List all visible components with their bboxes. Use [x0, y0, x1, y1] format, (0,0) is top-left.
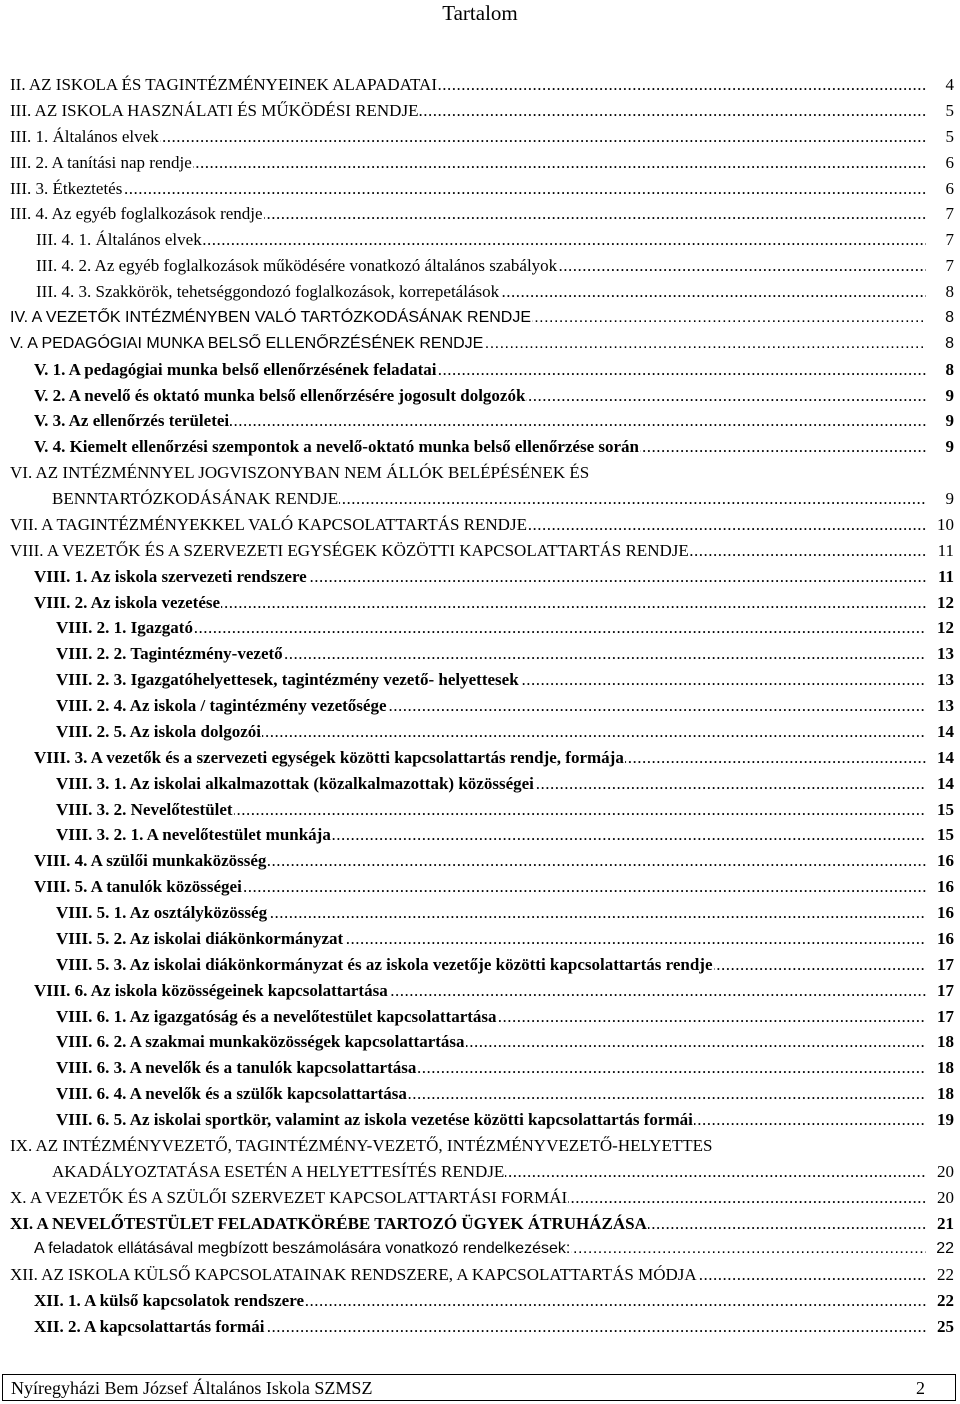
toc-entry-title: VIII. 6. 2. A szakmai munkaközösségek kapcsolattartása	[56, 1029, 466, 1055]
toc-entry[interactable]	[0, 797, 960, 823]
toc-entry-title: VIII. 2. 3. Igazgatóhelyettesek, tagintézmény vezető- helyettesek	[56, 667, 520, 693]
toc-entry[interactable]	[0, 590, 960, 616]
toc-entry-page: 7	[926, 253, 954, 279]
toc-entry-page: 10	[926, 512, 954, 538]
toc-entry[interactable]	[0, 201, 960, 227]
toc-entry-title: III. AZ ISKOLA HASZNÁLATI ÉS MŰKÖDÉSI RENDJE	[10, 98, 419, 124]
toc-entry-page: 7	[926, 201, 954, 227]
toc-dot-leader	[10, 176, 926, 202]
toc-entry-title: VIII. 2. Az iskola vezetése	[34, 590, 221, 616]
toc-entry[interactable]	[0, 1055, 960, 1081]
toc-entry-page: 12	[926, 615, 954, 641]
page-footer	[2, 1374, 956, 1401]
toc-entry-title: III. 4. Az egyéb foglalkozások rendje	[10, 201, 264, 227]
toc-entry[interactable]	[0, 719, 960, 745]
toc-entry-page: 13	[926, 693, 954, 719]
toc-entry-page: 6	[926, 150, 954, 176]
toc-entry-page: 18	[926, 1081, 954, 1107]
toc-entry-title: XII. 2. A kapcsolattartás formái	[34, 1314, 265, 1340]
toc-entry[interactable]	[0, 1185, 960, 1211]
toc-entry-page: 5	[926, 124, 954, 150]
toc-entry-page: 4	[926, 72, 954, 98]
toc-entry-page: 11	[926, 564, 954, 590]
toc-entry-title: IX. AZ INTÉZMÉNYVEZETŐ, TAGINTÉZMÉNY-VEZETŐ, INTÉZMÉNYVEZETŐ-HELYETTES	[10, 1133, 713, 1159]
toc-entry-page: 21	[926, 1211, 954, 1237]
toc-entry-page: 9	[926, 486, 954, 512]
toc-entry-page: 14	[926, 719, 954, 745]
toc-entry-title: III. 4. 3. Szakkörök, tehetséggondozó foglalkozások, korrepetálások	[36, 279, 500, 305]
toc-entry-title: VIII. 3. A vezetők és a szervezeti egységek közötti kapcsolattartás rendje, formája	[34, 745, 625, 771]
toc-entry[interactable]	[0, 641, 960, 667]
toc-entry[interactable]	[0, 693, 960, 719]
toc-entry-page: 16	[926, 900, 954, 926]
toc-entry[interactable]	[0, 98, 960, 124]
toc-entry-page: 11	[926, 538, 954, 564]
toc-entry-page: 9	[926, 434, 954, 460]
toc-entry-title: V. 4. Kiemelt ellenőrzési szempontok a nevelő-oktató munka belső ellenőrzése során	[34, 434, 640, 460]
toc-entry[interactable]	[0, 874, 960, 900]
toc-entry-title: VIII. 3. 2. Nevelőtestület	[56, 797, 234, 823]
toc-entry[interactable]	[0, 745, 960, 771]
toc-entry[interactable]	[0, 1107, 960, 1133]
toc-entry-title: V. 2. A nevelő és oktató munka belső ellenőrzésére jogosult dolgozók	[34, 383, 526, 409]
toc-entry-title: III. 4. 1. Általános elvek	[36, 227, 203, 253]
toc-entry-page: 8	[926, 305, 954, 331]
toc-entry[interactable]	[0, 1133, 960, 1159]
toc-entry[interactable]	[0, 176, 960, 202]
toc-entry-page: 17	[926, 978, 954, 1004]
toc-entry[interactable]	[0, 227, 960, 253]
toc-entry-page: 16	[926, 848, 954, 874]
page-title: Tartalom	[442, 1, 518, 25]
toc-entry[interactable]	[0, 124, 960, 150]
toc-entry-title: VIII. 6. 5. Az iskolai sportkör, valamint az iskola vezetése közötti kapcsolattartás formái	[56, 1107, 694, 1133]
toc-entry[interactable]	[0, 1029, 960, 1055]
toc-entry[interactable]	[0, 1159, 960, 1185]
toc-entry-title: III. 1. Általános elvek	[10, 124, 160, 150]
toc-entry-page: 20	[926, 1159, 954, 1185]
toc-entry-page: 19	[926, 1107, 954, 1133]
toc-entry-title: VIII. 4. A szülői munkaközösség	[34, 848, 267, 874]
footer-page-number: 2	[916, 1378, 925, 1398]
toc-entry[interactable]	[0, 667, 960, 693]
toc-entry[interactable]	[0, 848, 960, 874]
toc-entry-page: 8	[926, 279, 954, 305]
toc-entry-page: 9	[926, 408, 954, 434]
toc-entry-page: 17	[926, 1004, 954, 1030]
toc-entry[interactable]	[0, 978, 960, 1004]
toc-entry[interactable]	[0, 1211, 960, 1237]
toc-entry-title: VIII. 5. 2. Az iskolai diákönkormányzat	[56, 926, 344, 952]
toc-entry[interactable]	[0, 150, 960, 176]
toc-entry-title: VIII. 2. 5. Az iskola dolgozói	[56, 719, 262, 745]
toc-entry[interactable]	[0, 900, 960, 926]
toc-entry[interactable]	[0, 615, 960, 641]
toc-entry-title: XII. AZ ISKOLA KÜLSŐ KAPCSOLATAINAK RENDSZERE, A KAPCSOLATTARTÁS MÓDJA	[10, 1262, 698, 1288]
toc-entry[interactable]	[0, 1004, 960, 1030]
toc-entry[interactable]	[0, 822, 960, 848]
toc-entry-title: V. 1. A pedagógiai munka belső ellenőrzésének feladatai	[34, 357, 438, 383]
toc-entry[interactable]	[0, 1262, 960, 1288]
toc-entry[interactable]	[0, 331, 960, 357]
toc-entry-page: 15	[926, 822, 954, 848]
toc-entry-title: II. AZ ISKOLA ÉS TAGINTÉZMÉNYEINEK ALAPADATAI	[10, 72, 438, 98]
toc-entry[interactable]	[0, 952, 960, 978]
toc-entry-page: 8	[926, 357, 954, 383]
toc-entry[interactable]	[0, 434, 960, 460]
table-of-contents	[0, 72, 960, 1340]
toc-entry[interactable]	[0, 1236, 960, 1262]
toc-entry-page: 20	[926, 1185, 954, 1211]
toc-entry-title: VIII. 6. 4. A nevelők és a szülők kapcsolattartása	[56, 1081, 408, 1107]
toc-entry[interactable]	[0, 1314, 960, 1340]
toc-entry[interactable]	[0, 1081, 960, 1107]
toc-entry-page: 6	[926, 176, 954, 202]
toc-entry-page: 12	[926, 590, 954, 616]
toc-entry-page: 18	[926, 1029, 954, 1055]
toc-entry-title: III. 4. 2. Az egyéb foglalkozások működésére vonatkozó általános szabályok	[36, 253, 558, 279]
toc-entry-title: X. A VEZETŐK ÉS A SZÜLŐI SZERVEZET KAPCSOLATTARTÁSI FORMÁI	[10, 1185, 568, 1211]
toc-entry-title: VIII. 5. 3. Az iskolai diákönkormányzat és az iskola vezetője közötti kapcsolattartás rendje	[56, 952, 714, 978]
toc-entry-title: VIII. 5. A tanulók közösségei	[34, 874, 243, 900]
toc-entry-page: 7	[926, 227, 954, 253]
toc-entry-page: 9	[926, 383, 954, 409]
toc-entry-title: IV. A VEZETŐK INTÉZMÉNYBEN VALÓ TARTÓZKODÁSÁNAK RENDJE	[10, 305, 532, 331]
toc-entry-page: 22	[926, 1236, 954, 1262]
toc-entry-page: 18	[926, 1055, 954, 1081]
toc-entry-title: VIII. 2. 2. Tagintézmény-vezető	[56, 641, 284, 667]
toc-entry-title: V. A PEDAGÓGIAI MUNKA BELSŐ ELLENŐRZÉSÉNEK RENDJE	[10, 331, 484, 357]
toc-entry[interactable]	[0, 383, 960, 409]
toc-entry-page: 22	[926, 1262, 954, 1288]
footer-school-name: Nyíregyházi Bem József Általános Iskola SZMSZ	[11, 1378, 373, 1398]
toc-entry-title: VIII. 6. 1. Az igazgatóság és a nevelőtestület kapcsolattartása	[56, 1004, 498, 1030]
toc-entry-title: VIII. 1. Az iskola szervezeti rendszere	[34, 564, 308, 590]
toc-entry[interactable]	[0, 538, 960, 564]
toc-entry-page: 14	[926, 745, 954, 771]
toc-entry-page: 22	[926, 1288, 954, 1314]
toc-entry-page: 5	[926, 98, 954, 124]
toc-entry-page: 16	[926, 926, 954, 952]
toc-entry-page: 25	[926, 1314, 954, 1340]
toc-entry[interactable]	[0, 253, 960, 279]
toc-entry-title: III. 2. A tanítási nap rendje	[10, 150, 193, 176]
toc-entry-title: VIII. A VEZETŐK ÉS A SZERVEZETI EGYSÉGEK KÖZÖTTI KAPCSOLATTARTÁS RENDJE	[10, 538, 690, 564]
toc-entry-title: VIII. 2. 1. Igazgató	[56, 615, 194, 641]
toc-entry-page: 8	[926, 331, 954, 357]
toc-entry[interactable]	[0, 72, 960, 98]
toc-entry-title: AKADÁLYOZTATÁSA ESETÉN A HELYETTESÍTÉS RENDJE	[52, 1159, 505, 1185]
toc-entry[interactable]	[0, 460, 960, 486]
toc-entry-title: VIII. 5. 1. Az osztályközösség	[56, 900, 268, 926]
toc-entry[interactable]	[0, 279, 960, 305]
toc-entry-page: 17	[926, 952, 954, 978]
toc-entry-title: VIII. 3. 2. 1. A nevelőtestület munkája	[56, 822, 332, 848]
toc-entry-title: VIII. 6. 3. A nevelők és a tanulók kapcsolattartása	[56, 1055, 417, 1081]
toc-entry-title: VIII. 2. 4. Az iskola / tagintézmény vezetősége	[56, 693, 388, 719]
toc-entry-page: 15	[926, 797, 954, 823]
toc-entry[interactable]	[0, 1288, 960, 1314]
toc-entry-title: VII. A TAGINTÉZMÉNYEKKEL VALÓ KAPCSOLATTARTÁS RENDJE	[10, 512, 528, 538]
toc-entry-title: V. 3. Az ellenőrzés területei	[34, 408, 230, 434]
toc-entry-title: VI. AZ INTÉZMÉNNYEL JOGVISZONYBAN NEM ÁLLÓK BELÉPÉSÉNEK ÉS	[10, 460, 590, 486]
toc-entry-title: VIII. 3. 1. Az iskolai alkalmazottak (közalkalmazottak) közösségei	[56, 771, 535, 797]
toc-entry[interactable]	[0, 771, 960, 797]
toc-entry[interactable]	[0, 512, 960, 538]
toc-entry-title: XI. A NEVELŐTESTÜLET FELADATKÖRÉBE TARTOZÓ ÜGYEK ÁTRUHÁZÁSA	[10, 1211, 648, 1237]
toc-entry[interactable]	[0, 357, 960, 383]
toc-entry-page: 13	[926, 641, 954, 667]
toc-entry-page: 13	[926, 667, 954, 693]
toc-entry-title: BENNTARTÓZKODÁSÁNAK RENDJE	[52, 486, 339, 512]
toc-entry[interactable]	[0, 564, 960, 590]
toc-entry-title: A feladatok ellátásával megbízott beszámolására vonatkozó rendelkezések:	[34, 1236, 571, 1262]
toc-entry-title: VIII. 6. Az iskola közösségeinek kapcsolattartása	[34, 978, 389, 1004]
toc-entry-page: 16	[926, 874, 954, 900]
toc-entry[interactable]	[0, 305, 960, 331]
toc-entry-title: XII. 1. A külső kapcsolatok rendszere	[34, 1288, 305, 1314]
toc-entry-page: 14	[926, 771, 954, 797]
toc-entry[interactable]	[0, 408, 960, 434]
toc-entry[interactable]	[0, 926, 960, 952]
toc-entry-title: III. 3. Étkeztetés	[10, 176, 123, 202]
toc-entry[interactable]	[0, 486, 960, 512]
